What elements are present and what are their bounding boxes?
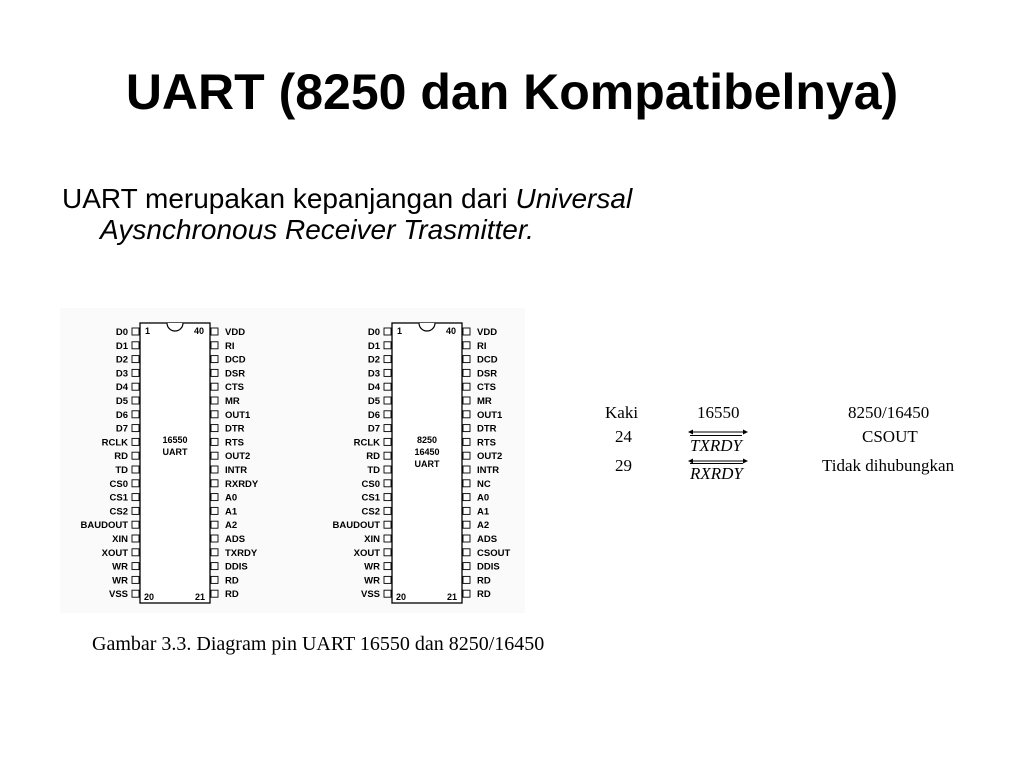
pin-label-right: RTS (477, 437, 496, 449)
pin-box-right (463, 494, 470, 501)
pin-box-right (463, 521, 470, 528)
pin-box-left (132, 438, 139, 445)
pin-box-right (463, 549, 470, 556)
pin-label-right: RD (225, 575, 239, 587)
pin-box-right (211, 535, 218, 542)
pin-label-right: OUT2 (477, 451, 503, 463)
pin-box-left (132, 397, 139, 404)
pin-number-21: 21 (195, 592, 206, 602)
chip-body (140, 323, 210, 603)
pin-box-left (132, 576, 139, 583)
arrow-head-left (688, 430, 693, 435)
pin-label-left: D4 (115, 382, 128, 394)
pin-box-left (384, 563, 391, 570)
pin-label-right: DDIS (225, 561, 248, 573)
pin-label-right: VDD (477, 327, 498, 338)
pin-label-right: OUT1 (477, 409, 503, 421)
pin-box-left (384, 549, 391, 556)
arrow-head-right (743, 459, 748, 464)
pin-label-right: RI (225, 340, 235, 352)
pin-box-left (384, 521, 391, 528)
pin-label-right: RTS (225, 437, 244, 449)
pin-box-right (463, 438, 470, 445)
pin-label-right: A2 (477, 520, 490, 532)
pin-box-right (211, 369, 218, 376)
pin-box-left (384, 411, 391, 418)
table-row-1-kaki: 24 (615, 427, 632, 446)
pin-label-left: VSS (360, 589, 380, 601)
pin-number-20: 20 (144, 592, 155, 602)
pin-box-left (132, 369, 139, 376)
pin-label-left: BAUDOUT (332, 520, 380, 532)
pin-box-left (384, 342, 391, 349)
chip-8250-16450-diagram (315, 308, 525, 613)
pin-box-right (211, 549, 218, 556)
pin-box-left (384, 576, 391, 583)
pin-box-left (132, 521, 139, 528)
pin-box-right (211, 507, 218, 514)
pin-label-right: CTS (225, 382, 244, 394)
pin-box-left (132, 590, 139, 597)
pin-label-right: ADS (225, 534, 246, 545)
pin-label-right: INTR (225, 465, 248, 476)
pin-box-left (384, 590, 391, 597)
pin-label-right: RI (477, 340, 487, 352)
pin-label-left: D6 (115, 409, 128, 421)
pin-label-left: D6 (367, 409, 380, 421)
pin-label-left: WR (112, 561, 128, 573)
pin-box-right (211, 328, 218, 335)
arrow-head-right (743, 430, 748, 435)
pin-box-right (463, 466, 470, 473)
pin-box-right (463, 342, 470, 349)
pin-label-left: XIN (364, 534, 380, 545)
pin-box-left (132, 507, 139, 514)
pin-label-left: VSS (108, 589, 128, 601)
pin-box-right (211, 494, 218, 501)
pin-box-right (463, 328, 470, 335)
pin-label-right: DCD (477, 354, 498, 366)
chip-label: 8250 (416, 435, 438, 445)
pin-label-right: OUT1 (225, 409, 251, 421)
pin-label-right: RD (225, 589, 239, 601)
pin-label-right: A1 (225, 506, 238, 518)
pin-label-left: WR (112, 575, 128, 587)
pin-label-left: D2 (115, 354, 128, 366)
pin-label-left: D5 (367, 396, 380, 407)
pin-box-left (132, 383, 139, 390)
pin-box-left (132, 425, 139, 432)
pin-box-left (384, 494, 391, 501)
pin-label-right: VDD (225, 327, 246, 338)
pin-box-right (463, 397, 470, 404)
pin-box-left (132, 411, 139, 418)
pin-label-right: OUT2 (225, 451, 251, 463)
table-row-2-16550: RXRDY (690, 464, 743, 483)
table-row-2-8250: Tidak dihubungkan (822, 456, 955, 475)
pin-label-left: D3 (115, 368, 128, 380)
pin-label-left: RCLK (353, 437, 380, 449)
pin-box-left (384, 438, 391, 445)
pin-label-right: DSR (477, 368, 498, 380)
table-header-8250-16450: 8250/16450 (848, 403, 930, 422)
pin-label-right: A0 (225, 492, 238, 504)
table-row-2-kaki: 29 (615, 456, 632, 475)
pin-number-1: 1 (145, 326, 151, 336)
pin-diagram-panel (60, 308, 525, 613)
pin-box-left (132, 480, 139, 487)
pin-number-40: 40 (194, 326, 205, 336)
pin-number-20: 20 (396, 592, 407, 602)
pin-label-left: D7 (367, 423, 380, 435)
pin-box-right (211, 590, 218, 597)
pin-label-left: WR (364, 575, 380, 587)
pin-label-right: DTR (225, 423, 245, 435)
chip-label: UART (414, 459, 440, 469)
table-header-16550: 16550 (697, 403, 740, 422)
pin-label-left: XOUT (101, 547, 128, 559)
pin-label-left: CS2 (109, 506, 128, 518)
pin-label-left: RCLK (101, 437, 128, 449)
pin-box-right (463, 356, 470, 363)
pin-box-left (132, 342, 139, 349)
pin-box-left (132, 549, 139, 556)
pin-label-right: NC (477, 478, 491, 490)
pin-label-left: D2 (367, 354, 380, 366)
pin-box-right (463, 563, 470, 570)
pin-label-left: RD (366, 451, 380, 463)
pin-label-left: D1 (367, 340, 380, 352)
pin-label-left: CS0 (361, 478, 380, 490)
pin-label-right: RXRDY (225, 478, 259, 490)
pin-label-right: ADS (477, 534, 498, 545)
pin-label-left: D5 (115, 396, 128, 407)
pin-label-right: A0 (477, 492, 490, 504)
pin-label-right: DTR (477, 423, 497, 435)
pin-box-left (384, 466, 391, 473)
body-text-prefix: UART merupakan kepanjangan dari (62, 183, 516, 214)
pin-label-right: MR (477, 396, 492, 407)
pin-number-21: 21 (447, 592, 458, 602)
pin-label-left: D7 (115, 423, 128, 435)
pin-box-right (463, 535, 470, 542)
pin-box-right (211, 411, 218, 418)
pin-box-right (211, 397, 218, 404)
pin-number-1: 1 (397, 326, 403, 336)
pin-label-right: INTR (477, 465, 500, 476)
pin-label-left: WR (364, 561, 380, 573)
pin-box-right (211, 563, 218, 570)
pin-box-right (211, 438, 218, 445)
pin-box-right (211, 425, 218, 432)
pin-box-right (463, 383, 470, 390)
pin-box-right (211, 466, 218, 473)
pin-box-left (132, 466, 139, 473)
pin-label-left: TD (115, 465, 128, 476)
chip-16550-diagram (60, 308, 285, 613)
pin-label-right: DSR (225, 368, 246, 380)
pin-box-right (463, 452, 470, 459)
pin-label-right: RD (477, 589, 491, 601)
pin-label-left: CS1 (109, 492, 128, 504)
pin-box-right (211, 480, 218, 487)
pin-label-left: D1 (115, 340, 128, 352)
signal-arrows (688, 428, 750, 468)
pin-label-right: TXRDY (225, 547, 258, 559)
body-text-italic-1: Universal (515, 183, 633, 214)
pin-box-left (384, 356, 391, 363)
pin-box-left (384, 452, 391, 459)
pin-box-right (463, 590, 470, 597)
slide-body-text (62, 183, 822, 245)
pin-number-40: 40 (446, 326, 457, 336)
chip-label: 16550 (162, 435, 188, 445)
pin-label-right: DCD (225, 354, 246, 366)
pin-label-left: D3 (367, 368, 380, 380)
table-header-kaki: Kaki (605, 403, 639, 422)
pin-box-right (211, 452, 218, 459)
pin-label-left: CS0 (109, 478, 128, 490)
pin-box-left (384, 480, 391, 487)
table-row-1-16550: TXRDY (690, 436, 742, 455)
pin-box-left (132, 563, 139, 570)
pin-box-right (463, 425, 470, 432)
pin-box-left (384, 369, 391, 376)
body-text-italic-2: Aysnchronous Receiver Trasmitter. (100, 214, 534, 245)
pin-box-right (211, 521, 218, 528)
pin-label-left: D0 (367, 327, 380, 338)
chip-label: 16450 (414, 447, 440, 457)
pin-box-right (211, 383, 218, 390)
figure-caption: Gambar 3.3. Diagram pin UART 16550 dan 8250/16450 (92, 633, 545, 655)
pin-box-left (384, 425, 391, 432)
pin-box-left (384, 507, 391, 514)
pin-label-right: CSOUT (477, 547, 511, 559)
pin-box-right (463, 369, 470, 376)
pin-label-right: A1 (477, 506, 490, 518)
pin-box-left (132, 535, 139, 542)
pin-label-right: CTS (477, 382, 496, 394)
pin-label-right: DDIS (477, 561, 500, 573)
pin-box-left (384, 383, 391, 390)
pin-box-left (384, 328, 391, 335)
pin-box-right (463, 507, 470, 514)
pin-box-right (211, 356, 218, 363)
pin-label-left: TD (367, 465, 380, 476)
slide-title: UART (8250 dan Kompatibelnya) (125, 64, 899, 120)
pin-label-left: XIN (112, 534, 128, 545)
pin-box-left (384, 535, 391, 542)
pin-box-left (132, 356, 139, 363)
pin-label-left: RD (114, 451, 128, 463)
pin-box-right (211, 576, 218, 583)
pin-box-left (132, 452, 139, 459)
pin-box-right (463, 480, 470, 487)
pin-box-right (211, 342, 218, 349)
pin-box-left (384, 397, 391, 404)
pin-box-right (463, 576, 470, 583)
arrow-head-left (688, 459, 693, 464)
pin-label-left: D4 (367, 382, 380, 394)
pin-box-right (463, 411, 470, 418)
pin-label-right: MR (225, 396, 240, 407)
table-row-1-8250: CSOUT (862, 427, 918, 446)
pin-label-left: D0 (115, 327, 128, 338)
chip-label: UART (162, 447, 188, 457)
pin-label-left: BAUDOUT (80, 520, 128, 532)
pin-label-left: CS2 (361, 506, 380, 518)
pin-label-left: CS1 (361, 492, 380, 504)
pin-label-right: RD (477, 575, 491, 587)
pin-box-left (132, 328, 139, 335)
pin-box-left (132, 494, 139, 501)
pin-label-right: A2 (225, 520, 238, 532)
pin-label-left: XOUT (353, 547, 380, 559)
